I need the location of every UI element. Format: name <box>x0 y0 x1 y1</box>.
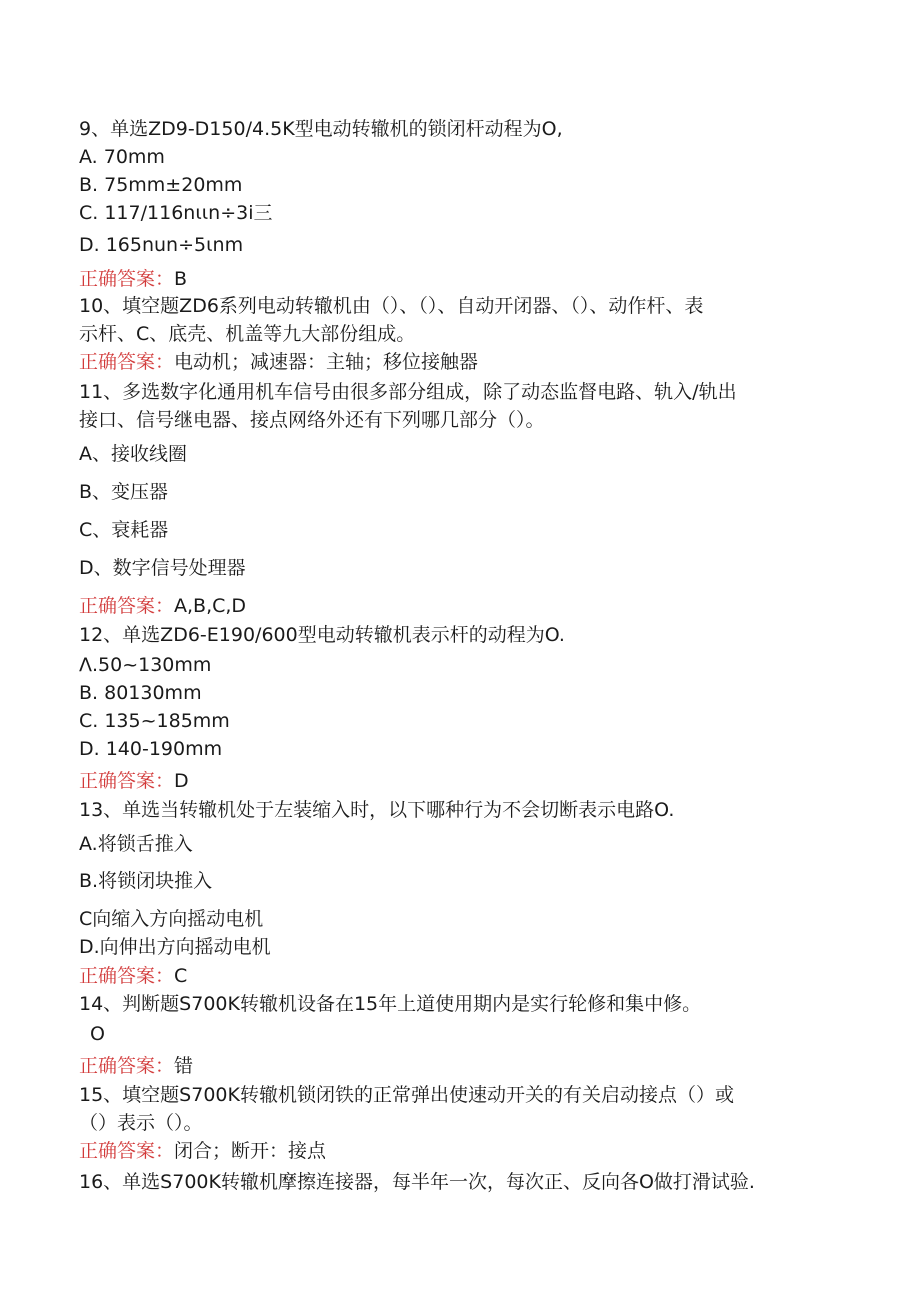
question-9-option-c: C. 117/116nιιn÷3i三 <box>79 202 273 224</box>
question-13-option-b: B.将锁闭块推入 <box>79 870 213 892</box>
question-9-answer <box>79 267 187 291</box>
question-9-stem: 9、单选ZD9-D150/4.5K型电动转辙机的锁闭杆动程为O, <box>79 118 563 140</box>
question-13-option-d: D.向伸出方向摇动电机 <box>79 936 271 958</box>
question-12-option-b: B. 80130mm <box>79 682 202 704</box>
answer-label: 正确答案： <box>79 1055 175 1077</box>
answer-label: 正确答案： <box>79 965 175 987</box>
answer-label: 正确答案： <box>79 595 175 617</box>
question-11-stem-line-1: 11、多选数字化通用机车信号由很多部分组成，除了动态监督电路、轨入/轨出 <box>79 381 737 403</box>
question-11-option-d: D、数字信号处理器 <box>79 557 246 579</box>
question-10-stem-line-2: 示杆、C、底壳、机盖等九大部份组成。 <box>79 323 416 345</box>
question-13-answer <box>79 964 187 988</box>
question-9-option-a: A. 70mm <box>79 146 165 168</box>
question-11-option-b: B、变压器 <box>79 481 169 503</box>
question-9-option-b: B. 75mm±20mm <box>79 174 243 196</box>
question-15-stem-line-2: （）表示（）。 <box>79 1112 203 1134</box>
question-13-stem: 13、单选当转辙机处于左装缩入时，以下哪种行为不会切断表示电路O. <box>79 799 675 821</box>
question-12-option-d: D. 140-190mm <box>79 738 223 760</box>
question-14-answer <box>79 1054 193 1078</box>
question-13-option-a: A.将锁舌推入 <box>79 833 193 855</box>
answer-label: 正确答案： <box>79 268 175 290</box>
question-14-blank: O <box>90 1023 105 1045</box>
question-9-option-d: D. 165nun÷5ιnm <box>79 234 244 256</box>
answer-value: A,B,C,D <box>174 595 247 617</box>
answer-label: 正确答案： <box>79 770 175 792</box>
question-14-stem: 14、判断题S700K转辙机设备在15年上道使用期内是实行轮修和集中修。 <box>79 993 702 1015</box>
question-11-option-a: A、接收线圈 <box>79 443 187 465</box>
question-15-answer <box>79 1139 326 1163</box>
question-10-answer <box>79 350 478 374</box>
question-12-option-c: C. 135~185mm <box>79 710 230 732</box>
answer-value: 电动机；减速器：主轴；移位接触器 <box>174 351 479 373</box>
question-12-answer <box>79 769 189 793</box>
question-10-stem-line-1: 10、填空题ZD6系列电动转辙机由（）、（）、自动开闭器、（）、动作杆、表 <box>79 295 704 317</box>
question-11-option-c: C、衰耗器 <box>79 519 169 541</box>
answer-value: D <box>174 770 189 792</box>
question-11-stem-line-2: 接口、信号继电器、接点网络外还有下列哪几部分（）。 <box>79 409 545 431</box>
answer-value: 闭合；断开：接点 <box>174 1140 327 1162</box>
answer-value: B <box>174 268 188 290</box>
answer-label: 正确答案： <box>79 351 175 373</box>
question-12-option-a: Λ.50~130mm <box>79 654 212 676</box>
question-11-answer <box>79 594 246 618</box>
answer-label: 正确答案： <box>79 1140 175 1162</box>
question-12-stem: 12、单选ZD6-E190/600型电动转辙机表示杆的动程为O. <box>79 624 565 646</box>
answer-value: 错 <box>174 1055 194 1077</box>
question-15-stem-line-1: 15、填空题S700K转辙机锁闭铁的正常弹出使速动开关的有关启动接点（）或 <box>79 1084 734 1106</box>
question-13-option-c: C向缩入方向摇动电机 <box>79 908 264 930</box>
question-16-stem: 16、单选S700K转辙机摩擦连接器，每半年一次，每次正、反向各O做打滑试验. <box>79 1171 755 1193</box>
answer-value: C <box>174 965 188 987</box>
